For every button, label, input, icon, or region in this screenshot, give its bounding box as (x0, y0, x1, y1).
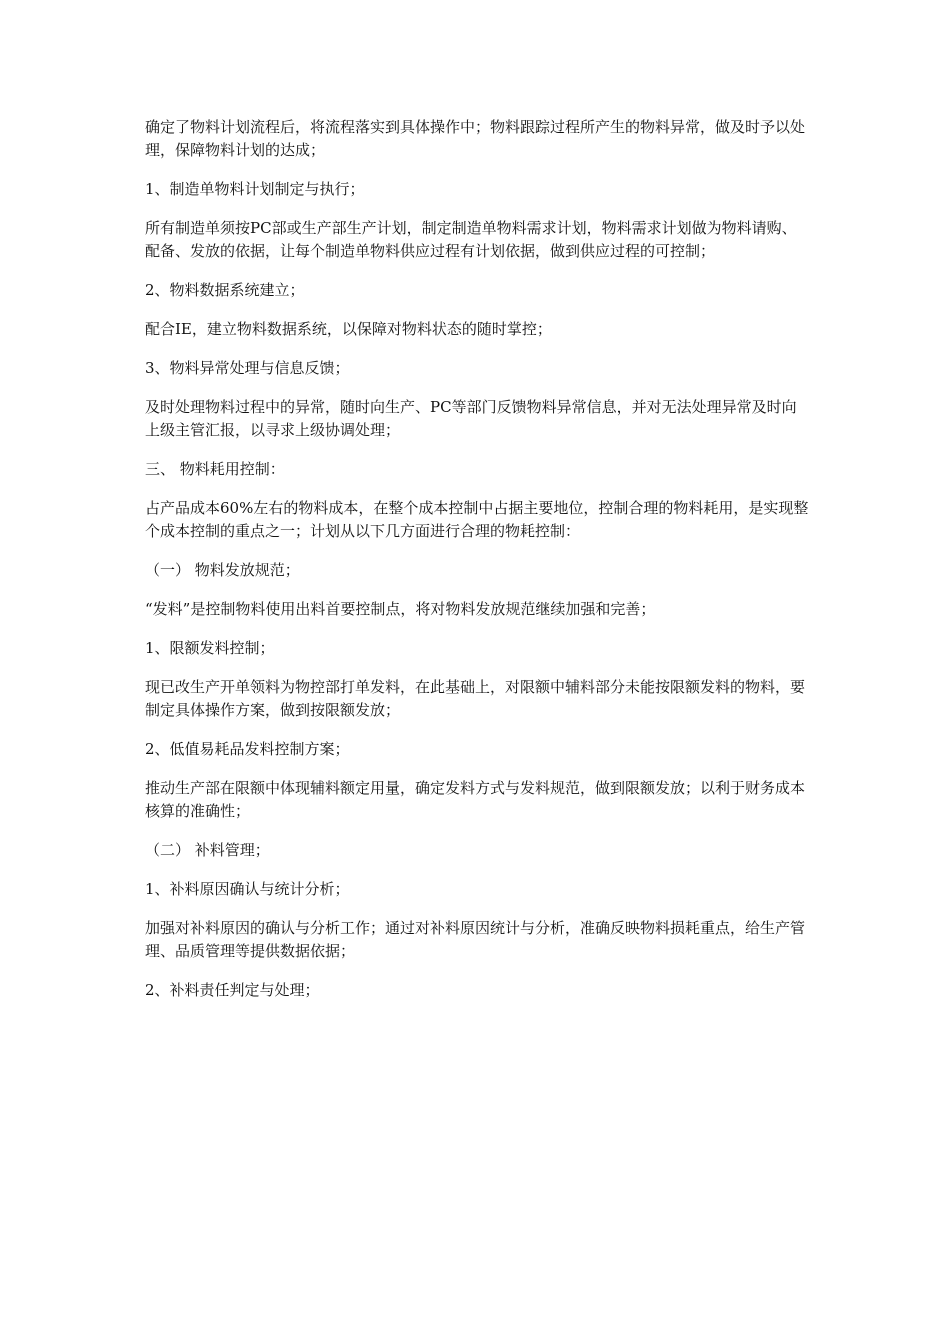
paragraph-item-1: 所有制造单须按PC部或生产部生产计划，制定制造单物料需求计划，物料需求计划做为物料请购、配备、发放的依据，让每个制造单物料供应过程有计划依据，做到供应过程的可控制； (145, 219, 797, 260)
paragraph-item-3: 及时处理物料过程中的异常，随时向生产、PC等部门反馈物料异常信息，并对无法处理异常及时向上级主管汇报，以寻求上级协调处理； (145, 398, 797, 439)
heading-reissue-analysis: 1、补料原因确认与统计分析； (145, 880, 350, 898)
heading-reissue-responsibility: 2、补料责任判定与处理； (145, 981, 320, 999)
paragraph-consumables: 推动生产部在限额中体现辅料额定用量，确定发料方式与发料规范，做到限额发放；以利于财务成本核算的准确性； (145, 779, 806, 820)
heading-consumables: 2、低值易耗品发料控制方案； (145, 740, 350, 758)
section-heading-3: 三、 物料耗用控制： (145, 460, 285, 478)
paragraph-intro: 确定了物料计划流程后，将流程落实到具体操作中；物料跟踪过程所产生的物料异常，做及时予以处理，保障物料计划的达成； (145, 118, 806, 159)
paragraph-section-3: 占产品成本60%左右的物料成本，在整个成本控制中占据主要地位，控制合理的物料耗用，是实现整个成本控制的重点之一；计划从以下几方面进行合理的物耗控制： (145, 499, 809, 540)
subsection-heading-1: （一） 物料发放规范； (145, 561, 300, 579)
heading-item-3: 3、物料异常处理与信息反馈； (145, 359, 350, 377)
heading-item-1: 1、制造单物料计划制定与执行； (145, 180, 365, 198)
paragraph-item-2: 配合IE，建立物料数据系统，以保障对物料状态的随时掌控； (145, 320, 552, 338)
paragraph-quota-issue: 现已改生产开单领料为物控部打单发料，在此基础上，对限额中辅料部分未能按限额发料的物料，要制定具体操作方案，做到按限额发放； (145, 678, 806, 719)
subsection-heading-2: （二） 补料管理； (145, 841, 270, 859)
heading-item-2: 2、物料数据系统建立； (145, 281, 305, 299)
paragraph-subsection-1: “发料”是控制物料使用出料首要控制点，将对物料发放规范继续加强和完善； (145, 600, 656, 618)
heading-quota-issue: 1、限额发料控制； (145, 639, 275, 657)
document-body (145, 116, 811, 1018)
paragraph-reissue-analysis: 加强对补料原因的确认与分析工作；通过对补料原因统计与分析，准确反映物料损耗重点，给生产管理、品质管理等提供数据依据； (145, 919, 806, 960)
